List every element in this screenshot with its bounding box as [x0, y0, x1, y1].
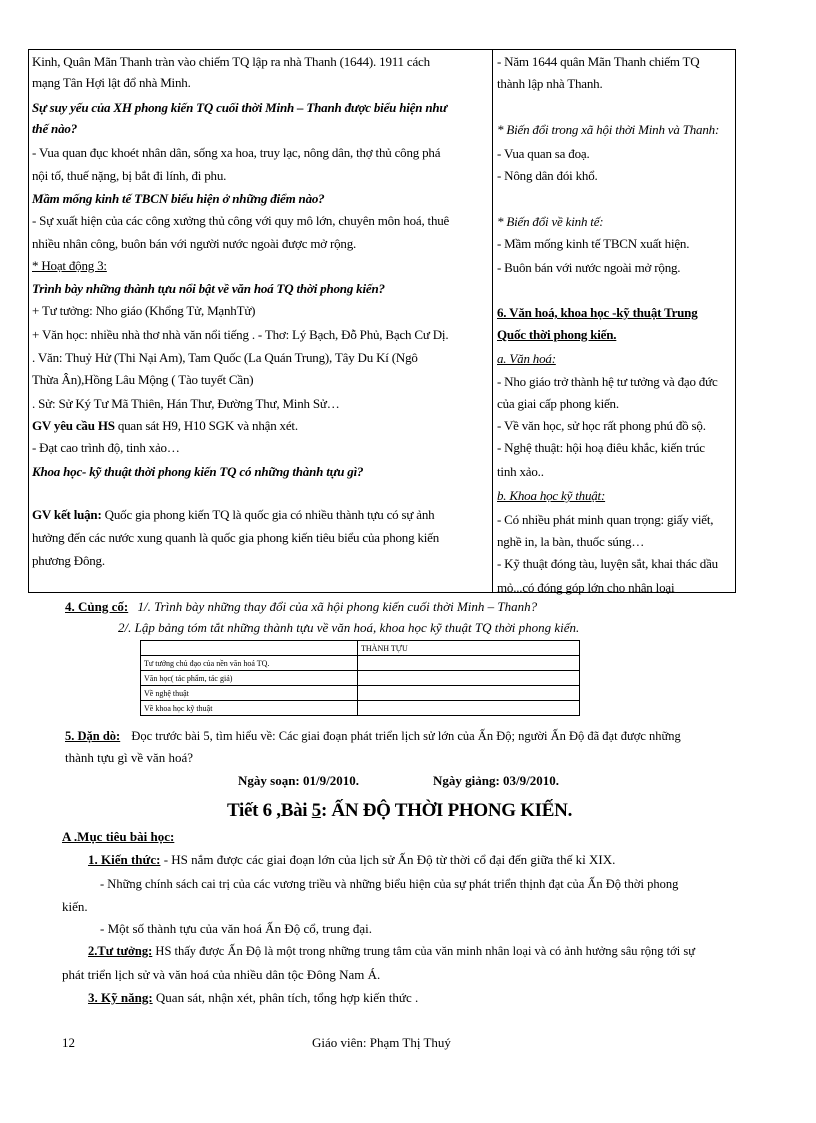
- knowledge-line-3: kiến.: [62, 899, 88, 914]
- left-line: . Văn: Thuỷ Hử (Thi Nại Am), Tam Quốc (La Quán Trung), Tây Du Kí (Ngô: [32, 350, 418, 365]
- summary-row-label: Tư tưởng chủ đạo của nền văn hoá TQ.: [141, 656, 358, 671]
- right-line: tinh xảo..: [497, 464, 544, 479]
- table-row: [141, 641, 580, 656]
- left-line: nhiều nhân công, buôn bán với người nước ngoài được mở rộng.: [32, 236, 357, 251]
- left-line: - Sự xuất hiện của các công xưởng thủ công với quy mô lớn, chuyên môn hoá, thuê: [32, 213, 450, 228]
- summary-table: [140, 640, 580, 716]
- gv-label: GV kết luận:: [32, 507, 102, 522]
- left-line: thế nào?: [32, 121, 77, 136]
- knowledge-label: 1. Kiến thức:: [88, 852, 161, 867]
- left-line: + Tư tưởng: Nho giáo (Khổng Tử, MạnhTử): [32, 303, 256, 318]
- right-line: thành lập nhà Thanh.: [497, 76, 603, 91]
- right-line: a. Văn hoá:: [497, 351, 556, 366]
- knowledge-text-1: - HS nắm được các giai đoạn lớn của lịch sử Ấn Độ từ thời cổ đại đến giữa thế kỉ XIX.: [160, 852, 616, 867]
- left-line: Trình bày những thành tựu nổi bật về văn hoá TQ thời phong kiến?: [32, 281, 385, 296]
- table-row: [141, 671, 580, 686]
- knowledge-line-4: - Một số thành tựu của văn hoá Ấn Độ cổ, trung đại.: [100, 921, 373, 936]
- right-line: - Nghệ thuật: hội hoạ điêu khắc, kiến trúc: [497, 440, 705, 455]
- right-line: của giai cấp phong kiến.: [497, 396, 619, 411]
- left-line: Mầm mống kinh tế TBCN biểu hiện ở những điểm nào?: [32, 191, 325, 206]
- right-line: 6. Văn hoá, khoa học -kỹ thuật Trung: [497, 305, 698, 320]
- date-giang: Ngày giảng: 03/9/2010.: [433, 773, 560, 788]
- gv-label: GV yêu cầu HS: [32, 418, 115, 433]
- dando-label: 5. Dặn dò:: [65, 729, 121, 743]
- page-number: 12: [62, 1035, 75, 1050]
- right-line: mỏ...có đóng góp lớn cho nhân loại: [497, 580, 675, 595]
- left-line: Kinh, Quân Mãn Thanh tràn vào chiếm TQ lập ra nhà Thanh (1644). 1911 cách: [32, 54, 430, 69]
- thought-line-2: phát triển lịch sử và văn hoá của nhiều dân tộc Đông Nam Á.: [62, 967, 381, 982]
- right-line: b. Khoa học kỹ thuật:: [497, 488, 606, 503]
- content-table: [28, 49, 736, 593]
- thought-label: 2.Tư tưởng:: [88, 944, 153, 958]
- right-line: - Nông dân đói khổ.: [497, 168, 598, 183]
- left-line: - Đạt cao trình độ, tinh xảo…: [32, 440, 180, 455]
- dando-section: [65, 729, 681, 744]
- lesson-title-prefix: Tiết 6 ,Bài: [227, 800, 312, 821]
- right-line: nghề in, la bàn, thuốc súng…: [497, 534, 645, 549]
- left-line: mạng Tân Hợi lật đổ nhà Minh.: [32, 75, 191, 90]
- column-divider: [492, 50, 493, 592]
- right-line: - Mầm mống kinh tế TBCN xuất hiện.: [497, 236, 690, 251]
- thought-line-1: [88, 944, 695, 959]
- left-line: phương Đông.: [32, 553, 105, 568]
- table-row: [141, 686, 580, 701]
- left-line: . Sử: Sử Ký Tư Mã Thiên, Hán Thư, Đường Thư, Minh Sử…: [32, 396, 340, 411]
- left-line: Sự suy yếu của XH phong kiến TQ cuối thời Minh – Thanh được biểu hiện như: [32, 100, 447, 115]
- gv-text: quan sát H9, H10 SGK và nhận xét.: [114, 418, 298, 433]
- right-line: - Năm 1644 quân Mãn Thanh chiếm TQ: [497, 54, 700, 69]
- gv-text: Quốc gia phong kiến TQ là quốc gia có nhiều thành tựu có sự ảnh: [101, 507, 435, 522]
- summary-row-label: Văn học( tác phẩm, tác giả): [141, 671, 358, 686]
- summary-row-label: Về khoa học kỹ thuật: [141, 701, 358, 716]
- teacher-name: Giáo viên: Phạm Thị Thuý: [312, 1035, 451, 1050]
- right-line: - Về văn học, sử học rất phong phú đồ sộ.: [497, 418, 706, 433]
- table-row: [141, 701, 580, 716]
- dando-line-2: thành tựu gì về văn hoá?: [65, 750, 193, 765]
- right-line: * Biến đổi về kinh tế:: [497, 214, 604, 229]
- right-line: - Nho giáo trở thành hệ tư tưởng và đạo đức: [497, 374, 718, 389]
- skills-text: Quan sát, nhận xét, phân tích, tổng hợp kiến thức .: [152, 990, 419, 1005]
- left-line: - Vua quan đục khoét nhân dân, sống xa hoa, truy lạc, nông dân, thợ thủ công phá: [32, 145, 441, 160]
- left-line: [32, 506, 434, 523]
- right-line: - Có nhiều phát minh quan trọng: giấy viết,: [497, 512, 714, 527]
- knowledge-line-1: [88, 852, 615, 868]
- right-line: Quốc thời phong kiến.: [497, 327, 617, 342]
- lesson-number: 5: [311, 800, 321, 821]
- left-line: nội tố, thuế nặng, bị bắt đi lính, đi phu.: [32, 168, 227, 183]
- left-line: Khoa học- kỹ thuật thời phong kiến TQ có những thành tựu gì?: [32, 464, 364, 479]
- dando-line-1: Đọc trước bài 5, tìm hiểu về: Các giai đoạn phát triển lịch sử lớn của Ấn Độ; người Ấn Độ đã đạt được những: [131, 729, 681, 743]
- right-line: - Vua quan sa đoạ.: [497, 146, 590, 161]
- summary-row-label: Về nghệ thuật: [141, 686, 358, 701]
- table-row: [141, 656, 580, 671]
- left-line: * Hoạt động 3:: [32, 258, 107, 273]
- right-line: - Buôn bán với nước ngoài mở rộng.: [497, 260, 681, 275]
- left-line: Thừa Ân),Hồng Lâu Mộng ( Tào tuyết Cần): [32, 372, 254, 387]
- thought-text-1: HS thấy được Ấn Độ là một trong những trung tâm của văn minh nhân loại và có ảnh hưởng sâu rộng tới sự: [152, 944, 695, 958]
- objectives-heading: A .Mục tiêu bài học:: [62, 829, 175, 844]
- date-soan: Ngày soạn: 01/9/2010.: [238, 773, 359, 788]
- left-line: + Văn học: nhiều nhà thơ nhà văn nổi tiếng . - Thơ: Lý Bạch, Đỗ Phủ, Bạch Cư Dị.: [32, 327, 449, 342]
- right-line: * Biến đổi trong xã hội thời Minh và Thanh:: [497, 122, 720, 137]
- lesson-title: [227, 800, 572, 822]
- left-line: [32, 417, 298, 434]
- right-line: - Kỹ thuật đóng tàu, luyện sắt, khai thác dầu: [497, 556, 718, 571]
- skills-line: [88, 990, 418, 1006]
- knowledge-line-2: - Những chính sách cai trị của các vương triều và những biểu hiện của sự phát triển thịnh đạt của Ấn Độ thời phong: [100, 877, 679, 891]
- cungco-label: 4. Củng cố:: [65, 599, 129, 614]
- cungco-question-1: 1/. Trình bày những thay đổi của xã hội phong kiến cuối thời Minh – Thanh?: [137, 599, 538, 614]
- lesson-title-rest: : ẤN ĐỘ THỜI PHONG KIẾN.: [320, 800, 573, 821]
- cungco-section: [65, 599, 537, 615]
- left-line: hưởng đến các nước xung quanh là quốc gia phong kiến tiêu biểu của phong kiến: [32, 530, 440, 545]
- skills-label: 3. Kỹ năng:: [88, 990, 153, 1005]
- cungco-question-2: 2/. Lập bảng tóm tắt những thành tựu về văn hoá, khoa học kỹ thuật TQ thời phong kiến.: [118, 620, 580, 635]
- summary-header: THÀNH TỰU: [358, 641, 580, 656]
